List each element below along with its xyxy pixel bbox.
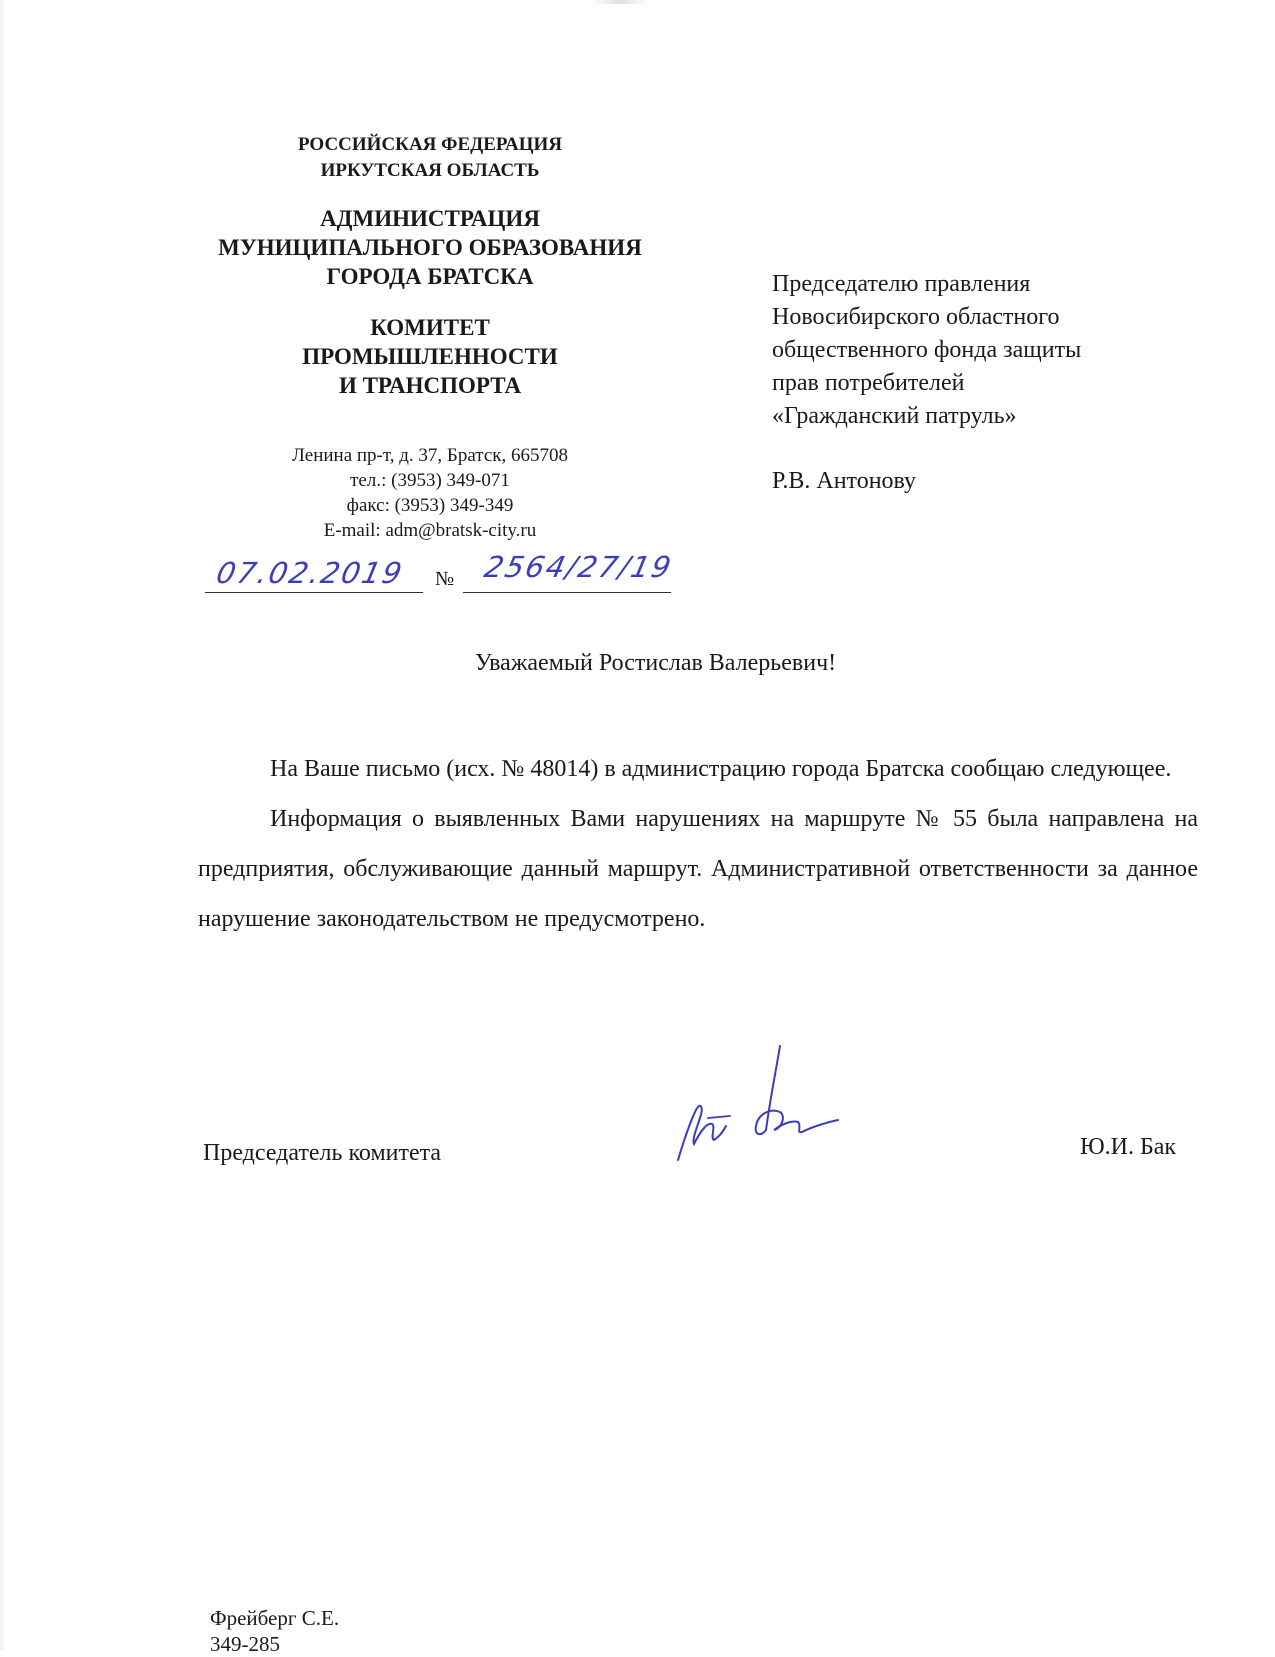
contact-fax: факс: (3953) 349-349 <box>346 495 514 516</box>
handwritten-number: 2564/27/19 <box>481 550 676 584</box>
handwritten-signature <box>670 1040 860 1170</box>
registration-line <box>205 550 705 598</box>
letterhead-org-line1: АДМИНИСТРАЦИЯ <box>320 206 540 231</box>
date-underline <box>205 592 423 593</box>
letterhead-dept-line3: И ТРАНСПОРТА <box>338 373 522 398</box>
salutation: Уважаемый Ростислав Валерьевич! <box>474 650 837 676</box>
letterhead-org-line2: МУНИЦИПАЛЬНОГО ОБРАЗОВАНИЯ <box>218 235 642 260</box>
letterhead-country: РОССИЙСКАЯ ФЕДЕРАЦИЯ <box>297 134 563 155</box>
letterhead <box>170 132 690 400</box>
contact-address: Ленина пр-т, д. 37, Братск, 665708 <box>292 445 568 466</box>
number-underline <box>463 592 671 593</box>
letterhead-contacts <box>170 443 690 543</box>
addressee-line5: «Гражданский патруль» <box>772 403 1017 429</box>
addressee-line2: Новосибирского областного <box>772 304 1060 330</box>
signatory-title: Председатель комитета <box>203 1140 442 1166</box>
letterhead-dept-line2: ПРОМЫШЛЕННОСТИ <box>302 344 558 369</box>
executor-phone: 349-285 <box>210 1632 280 1656</box>
contact-email: E-mail: adm@bratsk-city.ru <box>323 520 537 541</box>
number-label: № <box>435 568 455 590</box>
scan-mark <box>590 0 650 4</box>
addressee-line1: Председателю правления <box>772 271 1031 297</box>
contact-phone: тел.: (3953) 349-071 <box>350 470 510 491</box>
body-paragraph-2: Информация о выявленных Вами нарушениях на маршруте № 55 была направлена на предприятия, обслуживающие данный маршрут. Административной ответственности за данное нарушение законодательством не предусмотрено. <box>198 806 1198 932</box>
letterhead-region: ИРКУТСКАЯ ОБЛАСТЬ <box>320 160 540 181</box>
letterhead-org-line3: ГОРОДА БРАТСКА <box>326 264 534 289</box>
signatory-name: Ю.И. Бак <box>1080 1134 1177 1160</box>
executor-name: Фрейберг С.Е. <box>210 1606 340 1630</box>
letterhead-dept-line1: КОМИТЕТ <box>370 315 490 340</box>
addressee-name: Р.В. Антонову <box>772 468 917 494</box>
handwritten-date: 07.02.2019 <box>213 556 407 590</box>
addressee-line3: общественного фонда защиты <box>772 337 1082 363</box>
letter-body <box>198 744 1198 944</box>
addressee-line4: прав потребителей <box>772 370 965 396</box>
scan-edge-shadow <box>0 0 6 1650</box>
addressee-block <box>772 268 1192 498</box>
body-paragraph-1: На Ваше письмо (исх. № 48014) в администрацию города Братска сообщаю следующее. <box>270 756 1172 782</box>
executor-block <box>210 1605 339 1657</box>
